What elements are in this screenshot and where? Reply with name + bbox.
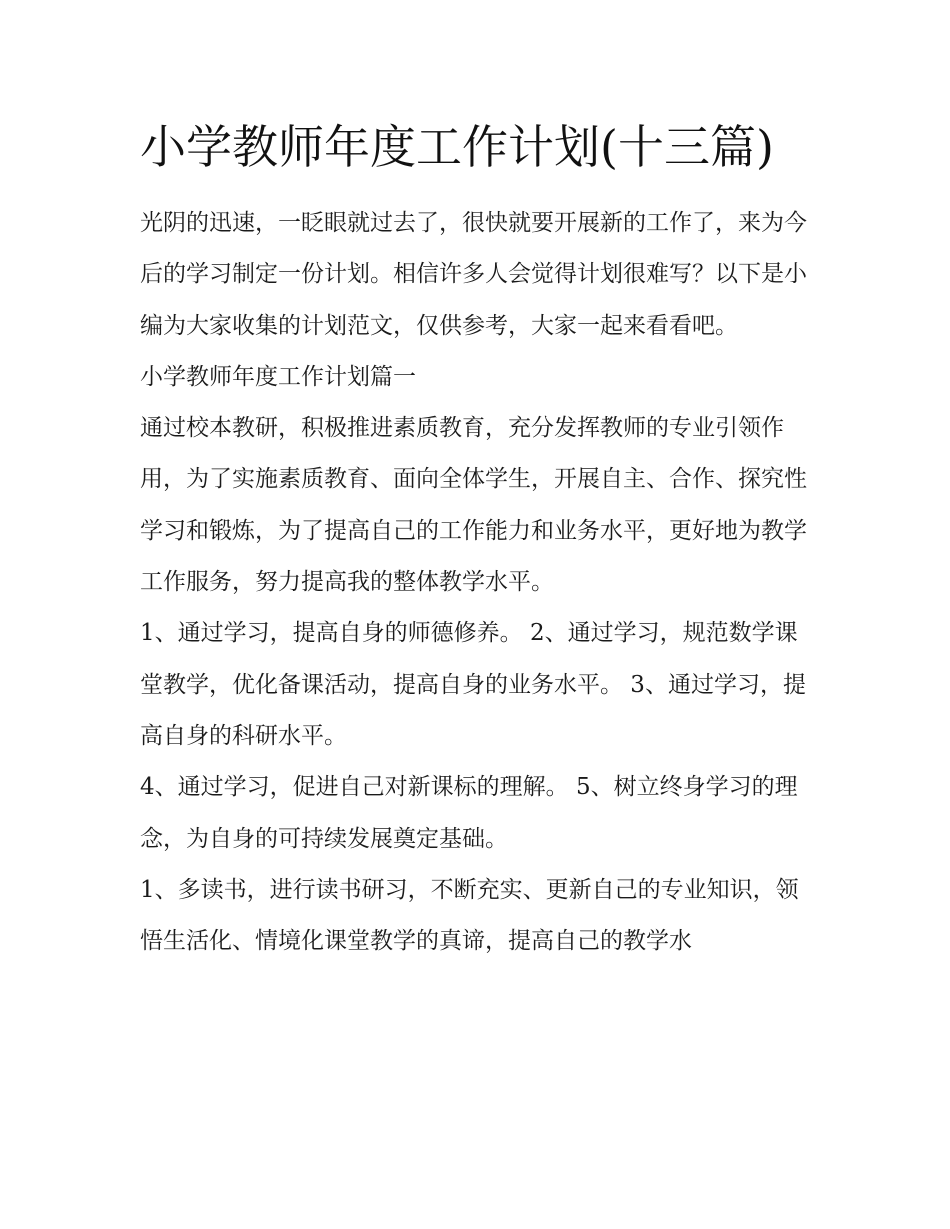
goals-paragraph: 1、通过学习，提高自身的师德修养。 2、通过学习，规范数学课堂教学，优化备课活动，提高自身的业务水平。 3、通过学习，提高自身的科研水平。 bbox=[140, 620, 806, 749]
goals-paragraph: 4、通过学习，促进自己对新课标的理解。 5、树立终身学习的理念，为自身的可持续发展奠定基础。 bbox=[140, 774, 798, 852]
document-page bbox=[140, 112, 812, 967]
body-paragraph: 通过校本教研，积极推进素质教育，充分发挥教师的专业引领作用，为了实施素质教育、面向全体学生，开展自主、合作、探究性学习和锻炼，为了提高自己的工作能力和业务水平，更好地为教学工作服务，努力提高我的整体教学水平。 bbox=[140, 415, 807, 596]
section-heading: 小学教师年度工作计划篇一 bbox=[140, 363, 416, 390]
document-title: 小学教师年度工作计划(十三篇) bbox=[140, 120, 774, 174]
intro-paragraph: 光阴的迅速，一眨眼就过去了，很快就要开展新的工作了，来为今后的学习制定一份计划。相信许多人会觉得计划很难写？以下是小编为大家收集的计划范文，仅供参考，大家一起来看看吧。 bbox=[140, 210, 807, 339]
measures-paragraph: 1、多读书，进行读书研习，不断充实、更新自己的专业知识，领悟生活化、情境化课堂教学的真谛，提高自己的教学水 bbox=[140, 876, 799, 955]
